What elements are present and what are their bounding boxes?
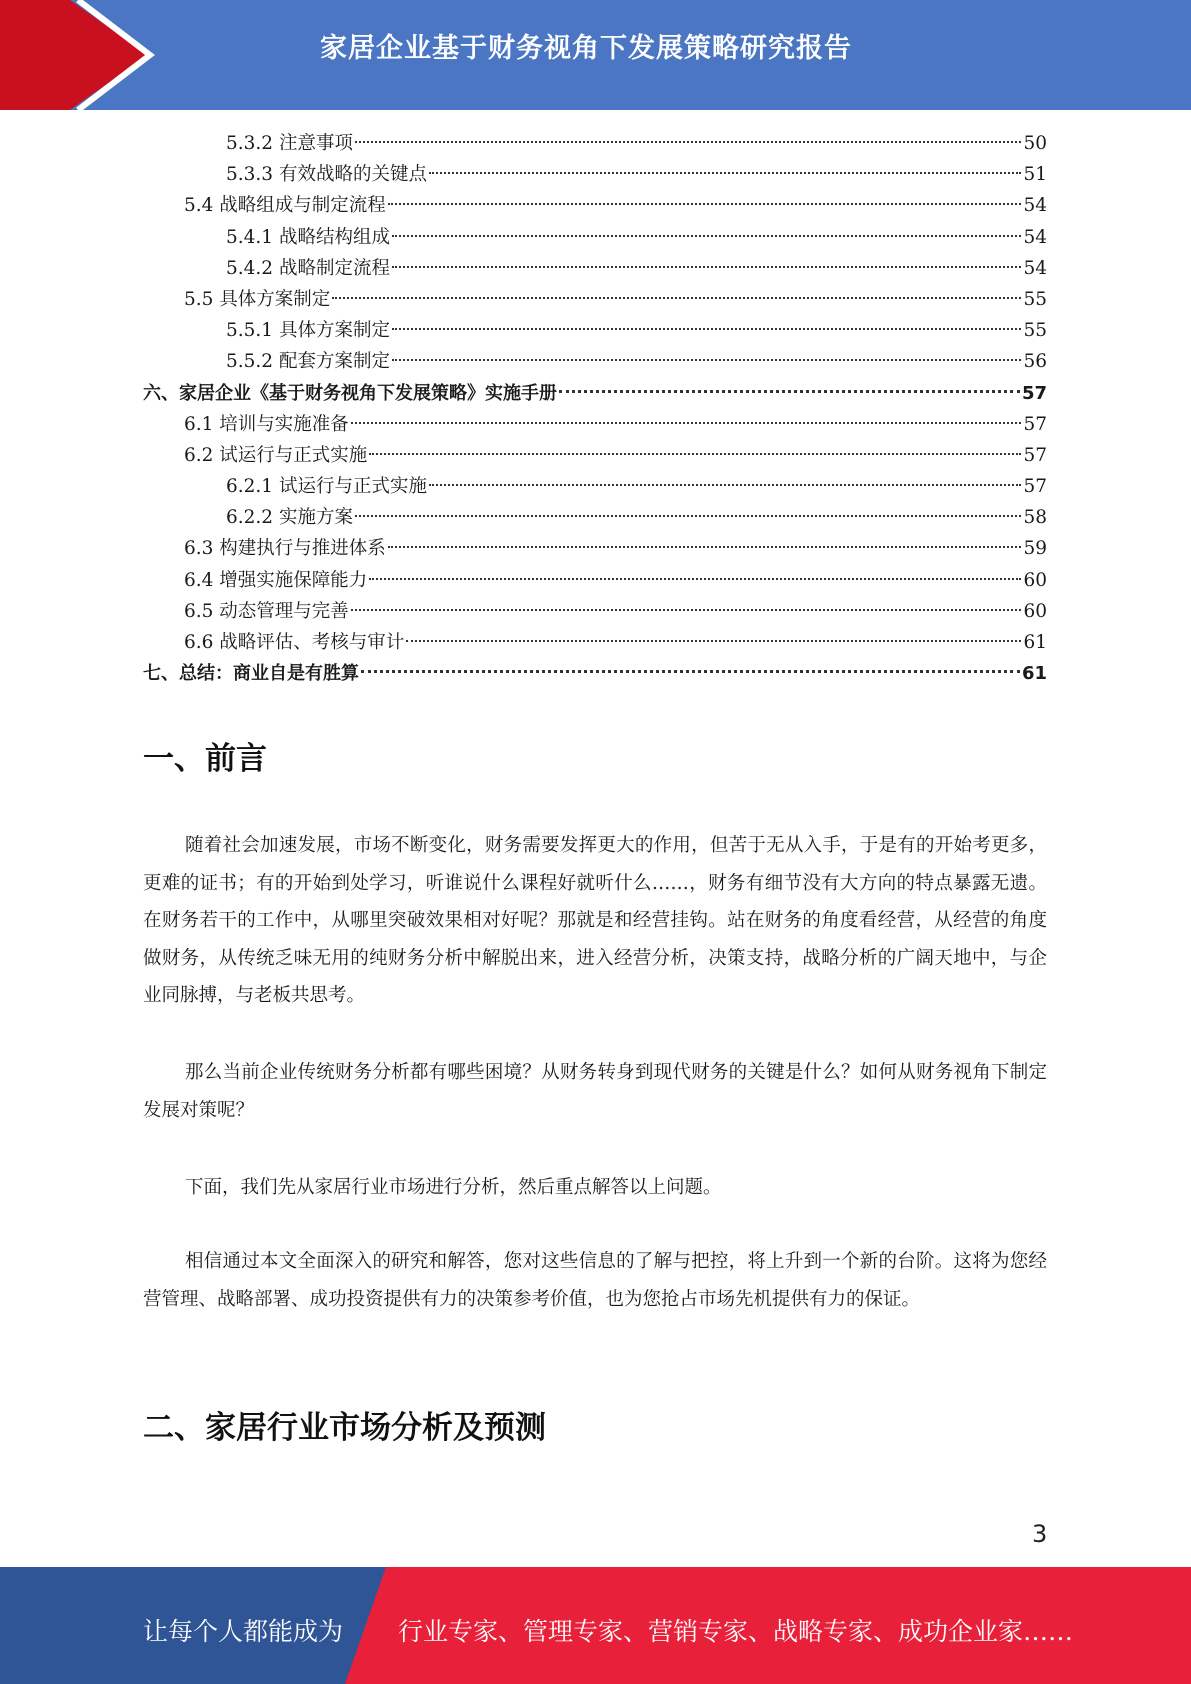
paragraph: 那么当前企业传统财务分析都有哪些困境？从财务转身到现代财务的关键是什么？如何从财务视角下制定发展对策呢？ <box>143 1062 1047 1121</box>
toc-entry-label: 5.5 具体方案制定 <box>184 288 331 310</box>
toc-entry[interactable] <box>143 159 1047 190</box>
toc-entry-label: 6.5 动态管理与完善 <box>184 600 349 622</box>
toc-entry-page: 57 <box>1023 444 1047 466</box>
toc-entry-label: 5.4.1 战略结构组成 <box>226 226 390 248</box>
toc-leader-dots <box>369 453 1021 455</box>
header-arrow-icon <box>0 0 160 110</box>
toc-entry-label: 七、总结：商业自是有胜算 <box>143 663 359 685</box>
toc-leader-dots <box>332 297 1021 299</box>
toc-entry-label: 5.3.3 有效战略的关键点 <box>226 164 427 186</box>
toc-entry[interactable] <box>143 315 1047 346</box>
toc-entry-page: 57 <box>1023 476 1047 498</box>
toc-entry[interactable] <box>143 222 1047 253</box>
toc-entry[interactable] <box>143 502 1047 533</box>
toc-leader-dots <box>392 266 1021 268</box>
toc-leader-dots <box>429 484 1021 486</box>
toc-entry-page: 61 <box>1021 663 1047 685</box>
toc-entry-label: 6.2 试运行与正式实施 <box>184 444 368 466</box>
toc-leader-dots <box>392 359 1021 361</box>
toc-entry-label: 5.4 战略组成与制定流程 <box>184 195 386 217</box>
page-footer <box>0 1567 1191 1684</box>
toc-leader-dots <box>406 640 1021 642</box>
toc-entry-label: 6.4 增强实施保障能力 <box>184 569 368 591</box>
toc-leader-dots <box>388 546 1022 548</box>
paragraph: 下面，我们先从家居行业市场进行分析，然后重点解答以上问题。 <box>185 1177 722 1198</box>
toc-entry[interactable] <box>143 128 1047 159</box>
toc-entry[interactable] <box>143 471 1047 502</box>
toc-entry-label: 6.2.2 实施方案 <box>226 507 353 529</box>
toc-entry-page: 50 <box>1023 133 1047 154</box>
toc-entry[interactable] <box>143 190 1047 221</box>
toc-entry[interactable] <box>143 253 1047 284</box>
toc-entry[interactable] <box>143 440 1047 471</box>
toc-entry[interactable] <box>143 284 1047 315</box>
toc-entry-page: 57 <box>1023 413 1047 435</box>
toc-entry[interactable] <box>143 346 1047 377</box>
toc-entry-label: 6.2.1 试运行与正式实施 <box>226 476 427 498</box>
toc-entry-page: 54 <box>1023 195 1047 217</box>
toc-entry-page: 59 <box>1023 538 1047 560</box>
toc-entry-page: 54 <box>1023 257 1047 279</box>
toc-entry-label: 6.6 战略评估、考核与审计 <box>184 632 405 653</box>
toc-leader-dots <box>351 609 1022 611</box>
toc-entry-page: 60 <box>1023 569 1047 591</box>
toc-entry-page: 57 <box>1021 382 1047 404</box>
toc-entry[interactable] <box>143 533 1047 564</box>
toc-entry[interactable] <box>143 378 1047 409</box>
toc-leader-dots <box>388 203 1022 205</box>
toc-leader-dots <box>361 670 1020 673</box>
footer-slogan-right: 行业专家、管理专家、营销专家、战略专家、成功企业家…… <box>398 1617 1074 1646</box>
toc-entry-page: 61 <box>1023 632 1047 653</box>
paragraph: 随着社会加速发展，市场不断变化，财务需要发挥更大的作用，但苦于无从入手，于是有的开始考更多，更难的证书；有的开始到处学习，听谁说什么课程好就听什么……，财务有细节没有大方向的特点暴露无遗。在财务若干的工作中，从哪里突破效果相对好呢？那就是和经营挂钩。站在财务的角度看经营，从经营的角度做财务，从传统乏味无用的纯财务分析中解脱出来，进入经营分析，决策支持，战略分析的广阔天地中，与企业同脉搏，与老板共思考。 <box>143 835 1047 1007</box>
toc-entry[interactable] <box>143 658 1047 689</box>
page-header <box>0 0 1191 110</box>
toc-entry[interactable] <box>143 627 1047 658</box>
toc-entry-label: 六、家居企业《基于财务视角下发展策略》实施手册 <box>143 382 557 404</box>
toc-entry-page: 54 <box>1023 226 1047 248</box>
toc-entry-label: 6.1 培训与实施准备 <box>184 413 349 435</box>
toc-leader-dots <box>355 141 1022 143</box>
toc-entry-label: 5.4.2 战略制定流程 <box>226 257 390 279</box>
toc-leader-dots <box>355 515 1022 517</box>
toc-entry-label: 5.5.1 具体方案制定 <box>226 320 390 342</box>
toc-leader-dots <box>559 390 1020 393</box>
section-heading-preface: 一、前言 <box>143 741 267 777</box>
toc-entry[interactable] <box>143 596 1047 627</box>
toc-entry-page: 55 <box>1023 320 1047 342</box>
table-of-contents <box>143 128 1047 689</box>
paragraph: 相信通过本文全面深入的研究和解答，您对这些信息的了解与把控，将上升到一个新的台阶。这将为您经营管理、战略部署、成功投资提供有力的决策参考价值，也为您抢占市场先机提供有力的保证。 <box>143 1251 1047 1310</box>
toc-entry-page: 58 <box>1023 507 1047 529</box>
toc-entry-label: 5.5.2 配套方案制定 <box>226 351 390 373</box>
toc-entry[interactable] <box>143 409 1047 440</box>
toc-leader-dots <box>369 578 1021 580</box>
header-title: 家居企业基于财务视角下发展策略研究报告 <box>320 33 852 64</box>
toc-entry-label: 5.3.2 注意事项 <box>226 133 353 154</box>
section-heading-market-analysis: 二、家居行业市场分析及预测 <box>143 1410 546 1446</box>
toc-leader-dots <box>392 328 1021 330</box>
toc-entry-page: 60 <box>1023 600 1047 622</box>
toc-leader-dots <box>429 172 1021 174</box>
footer-slogan-left: 让每个人都能成为 <box>143 1617 344 1646</box>
page-number: 3 <box>1032 1520 1048 1548</box>
toc-entry-page: 51 <box>1023 164 1047 186</box>
toc-leader-dots <box>392 235 1021 237</box>
toc-entry-page: 55 <box>1023 288 1047 310</box>
toc-entry-page: 56 <box>1023 351 1047 373</box>
toc-entry[interactable] <box>143 565 1047 596</box>
toc-leader-dots <box>351 422 1022 424</box>
toc-entry-label: 6.3 构建执行与推进体系 <box>184 538 386 560</box>
